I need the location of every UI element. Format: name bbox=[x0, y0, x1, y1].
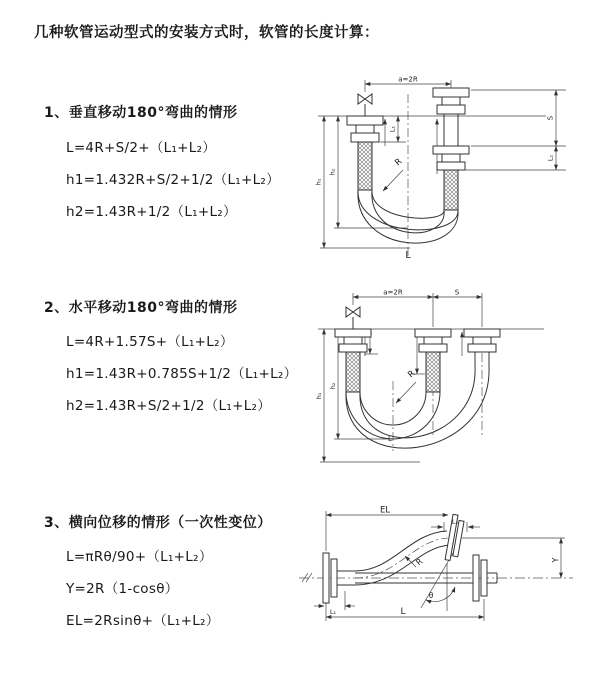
dim-label-l1: L₁ bbox=[329, 608, 337, 616]
dim-label-s: S bbox=[546, 115, 555, 121]
vertical-180-bend-diagram bbox=[310, 70, 590, 260]
radius-label: R bbox=[406, 368, 418, 381]
length-label: L bbox=[400, 607, 406, 617]
dim-label-a2r: a=2R bbox=[398, 75, 418, 84]
lateral-displacement-diagram bbox=[297, 503, 599, 653]
section-1-formula-h2: h2=1.43R+1/2（L₁+L₂） bbox=[66, 204, 237, 220]
hose-assembly bbox=[335, 329, 500, 448]
valve-icon bbox=[358, 94, 372, 116]
dim-label-h1: h₁ bbox=[315, 392, 323, 400]
dim-label-el: EL bbox=[379, 505, 391, 516]
radius-label: R bbox=[393, 156, 405, 169]
dim-label-l2: L₂ bbox=[546, 154, 555, 162]
hose-assembly bbox=[323, 514, 497, 603]
section-3-formula-L: L=πRθ/90+（L₁+L₂） bbox=[66, 549, 213, 565]
dim-label-h2: h₂ bbox=[329, 382, 337, 390]
section-1-heading: 1、垂直移动180°弯曲的情形 bbox=[44, 105, 238, 121]
radius-label: R bbox=[414, 556, 425, 568]
section-3-heading: 3、横向位移的情形（一次性变位） bbox=[44, 515, 272, 531]
angle-label: θ bbox=[428, 591, 434, 600]
horizontal-180-bend-diagram bbox=[312, 286, 590, 464]
section-2-formula-h1: h1=1.43R+0.785S+1/2（L₁+L₂） bbox=[66, 366, 298, 382]
section-1-formula-L: L=4R+S/2+（L₁+L₂） bbox=[66, 140, 217, 156]
centerline bbox=[299, 573, 573, 582]
dim-label-h1: h₁ bbox=[314, 178, 323, 186]
length-label: L bbox=[405, 250, 411, 260]
section-1-formula-h1: h1=1.432R+S/2+1/2（L₁+L₂） bbox=[66, 172, 280, 188]
section-3-formula-EL: EL=2Rsinθ+（L₁+L₂） bbox=[66, 613, 220, 629]
dim-label-s: S bbox=[454, 288, 460, 297]
dimension-lines bbox=[314, 511, 565, 621]
dim-label-l2: L₂ bbox=[451, 518, 459, 526]
dim-label-l1: L₁ bbox=[388, 125, 397, 133]
section-2-heading: 2、水平移动180°弯曲的情形 bbox=[44, 300, 238, 316]
section-2-formula-h2: h2=1.43R+S/2+1/2（L₁+L₂） bbox=[66, 398, 272, 414]
dim-label-h2: h₂ bbox=[328, 168, 337, 176]
length-label: L bbox=[388, 435, 392, 443]
section-2-formula-L: L=4R+1.57S+（L₁+L₂） bbox=[66, 334, 234, 350]
section-3-formula-Y: Y=2R（1-cosθ） bbox=[66, 581, 179, 597]
dim-label-y: Y bbox=[551, 557, 560, 563]
page-title: 几种软管运动型式的安装方式时，软管的长度计算： bbox=[34, 25, 379, 41]
dim-label-a2r: a=2R bbox=[383, 288, 403, 297]
valve-icon bbox=[346, 307, 360, 329]
